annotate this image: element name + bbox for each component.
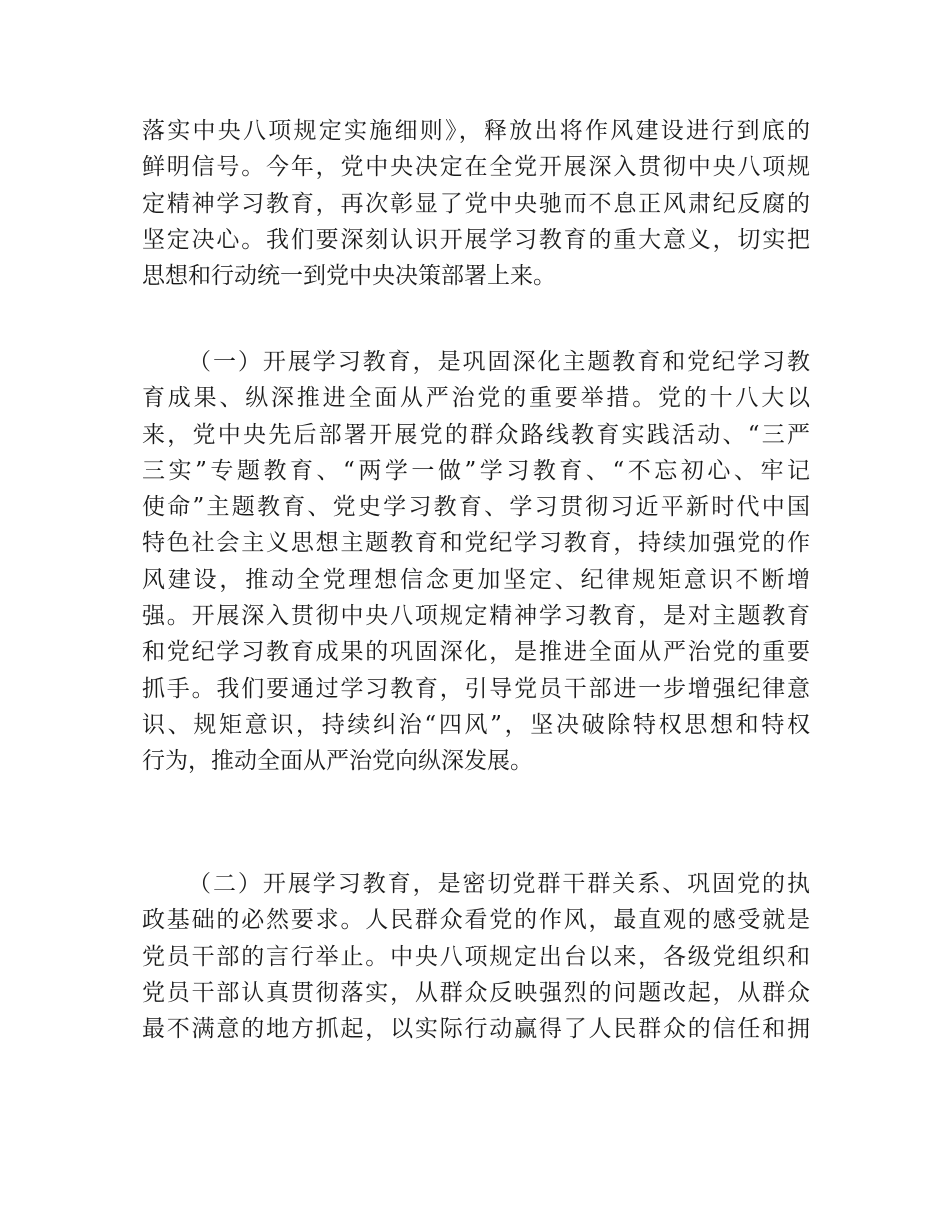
text-line: 最不满意的地方抓起，以实际行动赢得了人民群众的信任和拥: [142, 1016, 810, 1043]
text-line: 育成果、纵深推进全面从严治党的重要举措。党的十八大以: [142, 385, 810, 412]
text-line: 使命”主题教育、党史学习教育、学习贯彻习近平新时代中国: [142, 494, 810, 521]
paragraph-2: [142, 344, 810, 780]
text-line: 来，党中央先后部署开展党的群众路线教育实践活动、“三严: [142, 421, 810, 448]
text-line: （一）开展学习教育，是巩固深化主题教育和党纪学习教: [188, 349, 810, 375]
text-line: 行为，推动全面从严治党向纵深发展。: [142, 748, 533, 775]
paragraph-3: [142, 866, 810, 1047]
text-line: （二）开展学习教育，是密切党群干群关系、巩固党的执: [188, 871, 810, 897]
text-line: 落实中央八项规定实施细则》，释放出将作风建设进行到底的: [142, 118, 810, 144]
text-line: 抓手。我们要通过学习教育，引导党员干部进一步增强纪律意: [142, 675, 810, 702]
text-line: 思想和行动统一到党中央决策部署上来。: [142, 263, 556, 290]
text-line: 特色社会主义思想主题教育和党纪学习教育，持续加强党的作: [142, 530, 810, 557]
text-line: 强。开展深入贯彻中央八项规定精神学习教育，是对主题教育: [142, 603, 810, 630]
text-line: 三实”专题教育、“两学一做”学习教育、“不忘初心、牢记: [142, 457, 810, 484]
text-line: 坚定决心。我们要深刻认识开展学习教育的重大意义，切实把: [142, 226, 810, 253]
text-line: 定精神学习教育，再次彰显了党中央驰而不息正风肃纪反腐的: [142, 190, 810, 217]
text-line: 政基础的必然要求。人民群众看党的作风，最直观的感受就是: [142, 907, 810, 934]
text-line: 鲜明信号。今年，党中央决定在全党开展深入贯彻中央八项规: [142, 154, 810, 181]
paragraph-1: [142, 113, 810, 294]
text-line: 风建设，推动全党理想信念更加坚定、纪律规矩意识不断增: [142, 566, 810, 593]
text-line: 识、规矩意识，持续纠治“四风”，坚决破除特权思想和特权: [142, 711, 810, 738]
text-line: 党员干部认真贯彻落实，从群众反映强烈的问题改起，从群众: [142, 979, 810, 1006]
text-line: 党员干部的言行举止。中央八项规定出台以来，各级党组织和: [142, 943, 810, 970]
text-line: 和党纪学习教育成果的巩固深化，是推进全面从严治党的重要: [142, 639, 810, 666]
